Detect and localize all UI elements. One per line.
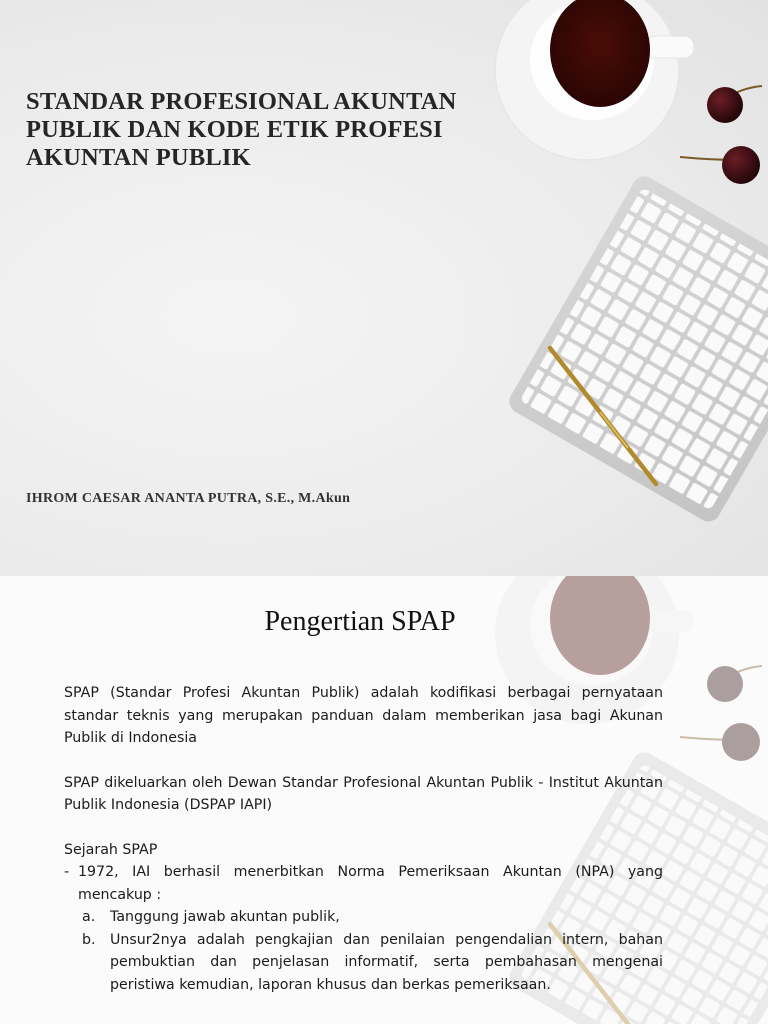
content-slide xyxy=(0,576,768,1024)
author-name: IHROM CAESAR ANANTA PUTRA, S.E., M.Akun xyxy=(26,491,351,506)
dash-marker: - xyxy=(64,864,70,880)
slide-title: Pengertian SPAP xyxy=(264,606,456,637)
list-item-text: Unsur2nya adalah pengkajian dan penilaian pengendalian intern, bahan pembuktian dan penjelasan informatif, serta pembahasan mengenai peristiwa kemudian, laporan khusus dan berkas pemeriksaan. xyxy=(110,931,663,993)
history-item xyxy=(64,861,663,906)
definition-paragraph: SPAP (Standar Profesi Akuntan Publik) adalah kodifikasi berbagai pernyataan standar teknis yang merupakan panduan dalam memberikan jasa bagi Akunan Publik di Indonesia xyxy=(64,685,663,746)
list-marker: a. xyxy=(82,909,96,925)
slide-title: STANDAR PROFESIONAL AKUNTAN PUBLIK DAN KODE ETIK PROFESI AKUNTAN PUBLIK xyxy=(26,88,457,171)
list-marker: b. xyxy=(82,931,96,948)
history-heading: Sejarah SPAP xyxy=(64,841,158,858)
keyboard xyxy=(505,172,768,526)
list-item xyxy=(64,929,663,997)
coffee-cup xyxy=(495,0,694,160)
history-sub-list xyxy=(64,906,663,996)
cherries xyxy=(680,86,762,184)
list-item-text: Tanggung jawab akuntan publik, xyxy=(110,909,340,925)
list-item xyxy=(64,906,663,929)
issuer-paragraph: SPAP dikeluarkan oleh Dewan Standar Profesional Akuntan Publik - Institut Akuntan Publik Indonesia (DSPAP IAPI) xyxy=(64,774,663,813)
slide-body xyxy=(64,682,663,996)
history-item-text: 1972, IAI berhasil menerbitkan Norma Pemeriksaan Akuntan (NPA) yang mencakup : xyxy=(78,864,663,903)
cherries xyxy=(680,666,762,761)
